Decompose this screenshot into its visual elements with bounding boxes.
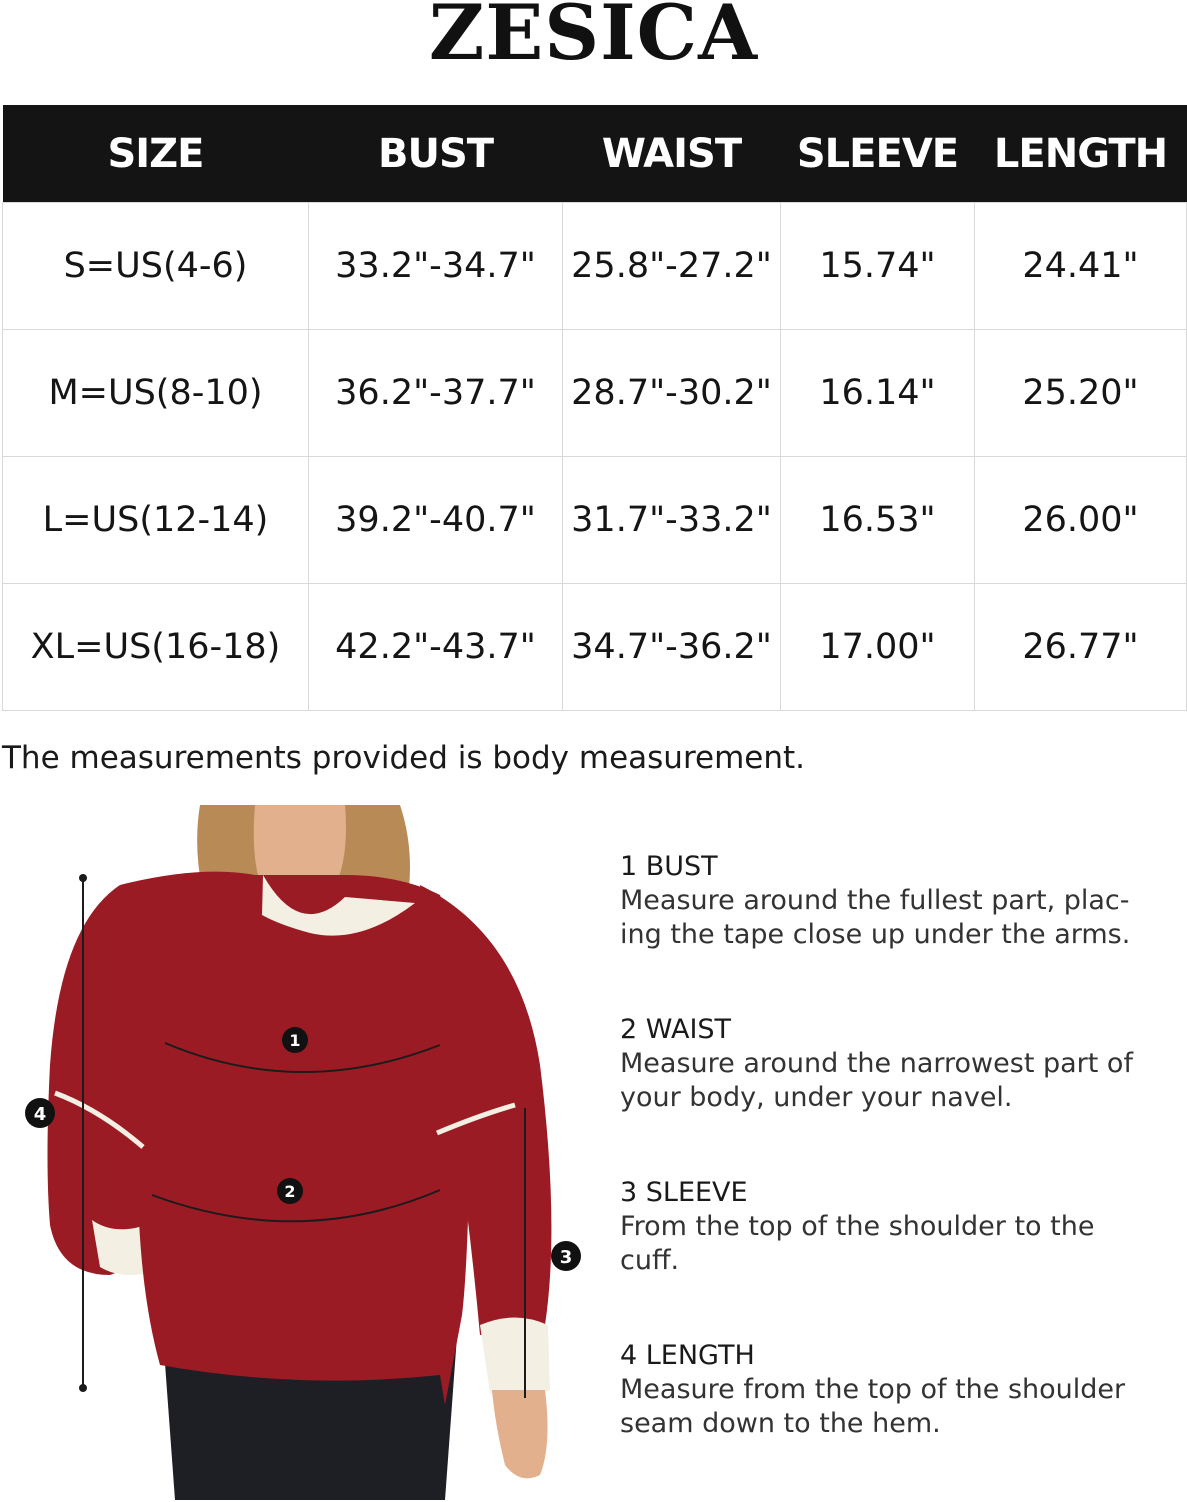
- instruction-waist: [620, 1013, 1160, 1176]
- brand-logo: ZESICA: [428, 0, 759, 77]
- instruction-text: From the top of the shoulder to the cuff.: [620, 1211, 1095, 1276]
- instruction-title: 1 BUST: [620, 851, 718, 882]
- waist-cell: 31.7"-33.2": [563, 457, 781, 584]
- length-cell: 24.41": [975, 203, 1187, 330]
- table-row: [3, 584, 1187, 711]
- marker-3: [551, 1241, 581, 1271]
- svg-text:2: 2: [284, 1182, 296, 1201]
- svg-text:4: 4: [33, 1104, 47, 1125]
- bust-cell: 36.2"-37.7": [309, 330, 563, 457]
- header-waist: WAIST: [563, 105, 781, 203]
- sweater-right-cuff: [480, 1318, 550, 1399]
- sleeve-cell: 16.53": [781, 457, 975, 584]
- table-header-row: [3, 105, 1187, 203]
- instruction-sleeve: [620, 1176, 1160, 1339]
- bust-cell: 39.2"-40.7": [309, 457, 563, 584]
- header-sleeve: SLEEVE: [781, 105, 975, 203]
- waist-cell: 28.7"-30.2": [563, 330, 781, 457]
- size-chart-table: [2, 105, 1187, 711]
- measurement-instructions: [620, 850, 1160, 1502]
- size-cell: XL=US(16-18): [3, 584, 309, 711]
- length-cell: 26.77": [975, 584, 1187, 711]
- instruction-text: Measure from the top of the shoulder seam down to the hem.: [620, 1374, 1126, 1439]
- header-bust: BUST: [309, 105, 563, 203]
- instruction-bust: [620, 850, 1160, 1013]
- svg-text:1: 1: [289, 1031, 301, 1050]
- marker-2: [277, 1178, 303, 1204]
- waist-cell: 34.7"-36.2": [563, 584, 781, 711]
- svg-text:3: 3: [559, 1247, 573, 1268]
- size-cell: L=US(12-14): [3, 457, 309, 584]
- length-cell: 26.00": [975, 457, 1187, 584]
- marker-4: [25, 1098, 55, 1128]
- table-row: [3, 330, 1187, 457]
- instruction-text: Measure around the narrowest part of your body, under your navel.: [620, 1048, 1133, 1113]
- sleeve-cell: 16.14": [781, 330, 975, 457]
- table-row: [3, 203, 1187, 330]
- instruction-title: 2 WAIST: [620, 1014, 732, 1045]
- measurement-note: The measurements provided is body measurement.: [2, 740, 806, 776]
- instruction-length: [620, 1339, 1160, 1502]
- length-cell: 25.20": [975, 330, 1187, 457]
- instruction-title: 4 LENGTH: [620, 1340, 755, 1371]
- sweater-model-photo: [0, 805, 600, 1500]
- header-length: LENGTH: [975, 105, 1187, 203]
- instruction-text: Measure around the fullest part, plac-ing the tape close up under the arms.: [620, 885, 1131, 950]
- model-hand: [492, 1390, 548, 1478]
- size-cell: M=US(8-10): [3, 330, 309, 457]
- waist-cell: 25.8"-27.2": [563, 203, 781, 330]
- bust-cell: 33.2"-34.7": [309, 203, 563, 330]
- sleeve-cell: 17.00": [781, 584, 975, 711]
- instruction-title: 3 SLEEVE: [620, 1177, 748, 1208]
- sleeve-cell: 15.74": [781, 203, 975, 330]
- sweater-body: [120, 872, 470, 1405]
- marker-1: [282, 1027, 308, 1053]
- header-size: SIZE: [3, 105, 309, 203]
- size-cell: S=US(4-6): [3, 203, 309, 330]
- bust-cell: 42.2"-43.7": [309, 584, 563, 711]
- table-row: [3, 457, 1187, 584]
